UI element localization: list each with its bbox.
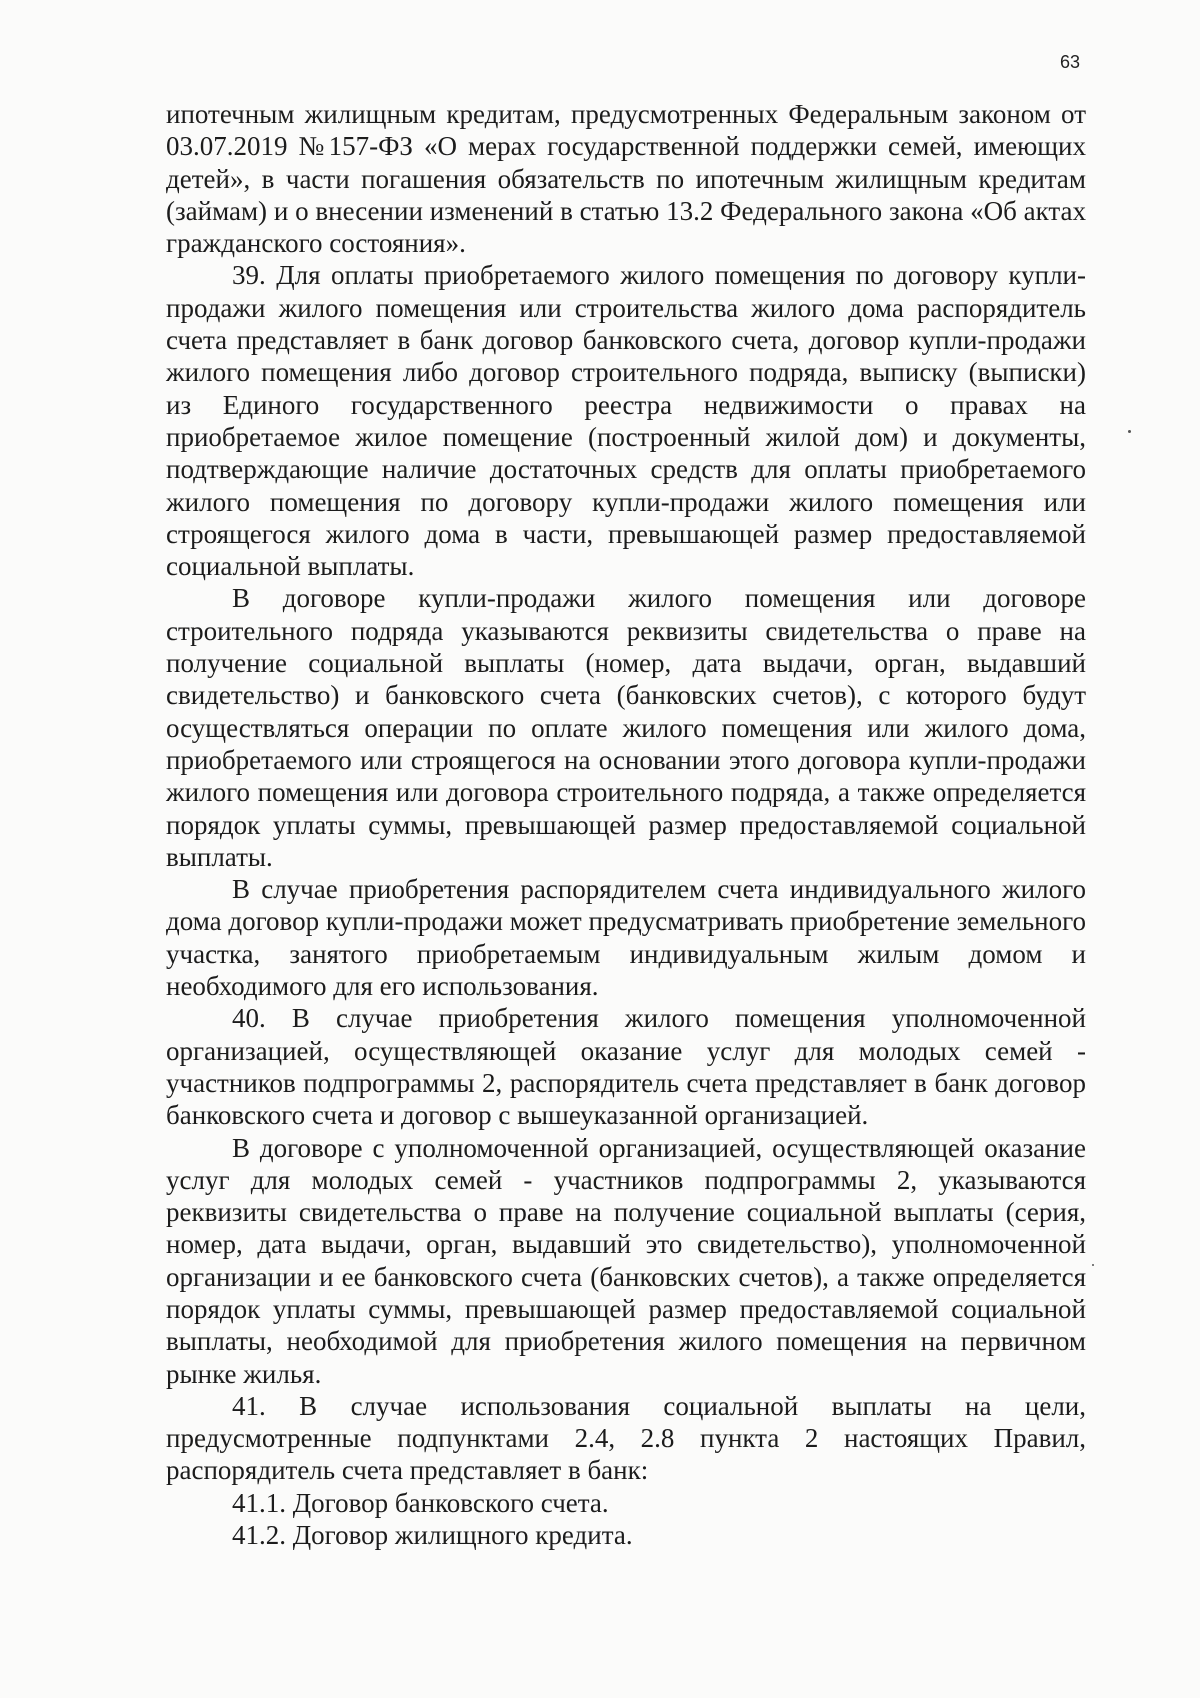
list-item-41-1: 41.1. Договор банковского счета. <box>232 1487 609 1518</box>
paragraph-39-contract-details: В договоре купли-продажи жилого помещения или договоре строительного подряда указываются реквизиты свидетельства о праве на получение социальной выплаты (номер, дата выдачи, орган, выдавший свидетельство) и банковского счета (банковских счетов), с которого будут осуществляться операции по оплате жилого помещения или жилого дома, приобретаемого или строящегося на основании этого договора купли-продажи жилого помещения или договора строительного подряда, а также определяется порядок уплаты суммы, превышающей размер предоставляемой социальной выплаты. <box>166 583 1086 872</box>
paragraph-39-land-plot: В случае приобретения распорядителем счета индивидуального жилого дома договор купли-продажи может предусматривать приобретение земельного участка, занятого приобретаемым индивидуальным жилым домом и необходимого для его использования. <box>166 874 1086 1002</box>
paragraph-40: 40. В случае приобретения жилого помещения уполномоченной организацией, осуществляющей оказание услуг для молодых семей - участников подпрограммы 2, распорядитель счета представляет в банк договор банковского счета и договор с вышеуказанной организацией. <box>166 1003 1086 1131</box>
list-item-41-2: 41.2. Договор жилищного кредита. <box>232 1520 633 1551</box>
document-body <box>166 98 1086 1551</box>
scan-speck <box>1092 1264 1094 1266</box>
paragraph-continuation: ипотечным жилищным кредитам, предусмотренных Федеральным законом от 03.07.2019 №157-ФЗ «О мерах государственной поддержки семей, имеющих детей», в части погашения обязательств по ипотечным жилищным кредитам (займам) и о внесении изменений в статью 13.2 Федерального закона «Об актах гражданского состояния». <box>166 99 1086 259</box>
scan-speck <box>1128 430 1131 433</box>
paragraph-41: 41. В случае использования социальной выплаты на цели, предусмотренные подпунктами 2.4, 2.8 пункта 2 настоящих Правил, распорядитель счета представляет в банк: <box>166 1390 1086 1486</box>
paragraph-40-contract-details: В договоре с уполномоченной организацией, осуществляющей оказание услуг для молодых семей - участников подпрограммы 2, указываются реквизиты свидетельства о праве на получение социальной выплаты (серия, номер, дата выдачи, орган, выдавший это свидетельство), уполномоченной организации и ее банковского счета (банковских счетов), а также определяется порядок уплаты суммы, превышающей размер предоставляемой социальной выплаты, необходимой для приобретения жилого помещения на первичном рынке жилья. <box>166 1132 1086 1389</box>
paragraph-39: 39. Для оплаты приобретаемого жилого помещения по договору купли-продажи жилого помещения или строительства жилого дома распорядитель счета представляет в банк договор банковского счета, договор купли-продажи жилого помещения либо договор строительного подряда, выписку (выписки) из Единого государственного реестра недвижимости о правах на приобретаемое жилое помещение (построенный жилой дом) и документы, подтверждающие наличие достаточных средств для оплаты приобретаемого жилого помещения по договору купли-продажи жилого помещения или строящегося жилого дома в части, превышающей размер предоставляемой социальной выплаты. <box>166 260 1086 582</box>
page-number: 63 <box>1060 52 1081 72</box>
